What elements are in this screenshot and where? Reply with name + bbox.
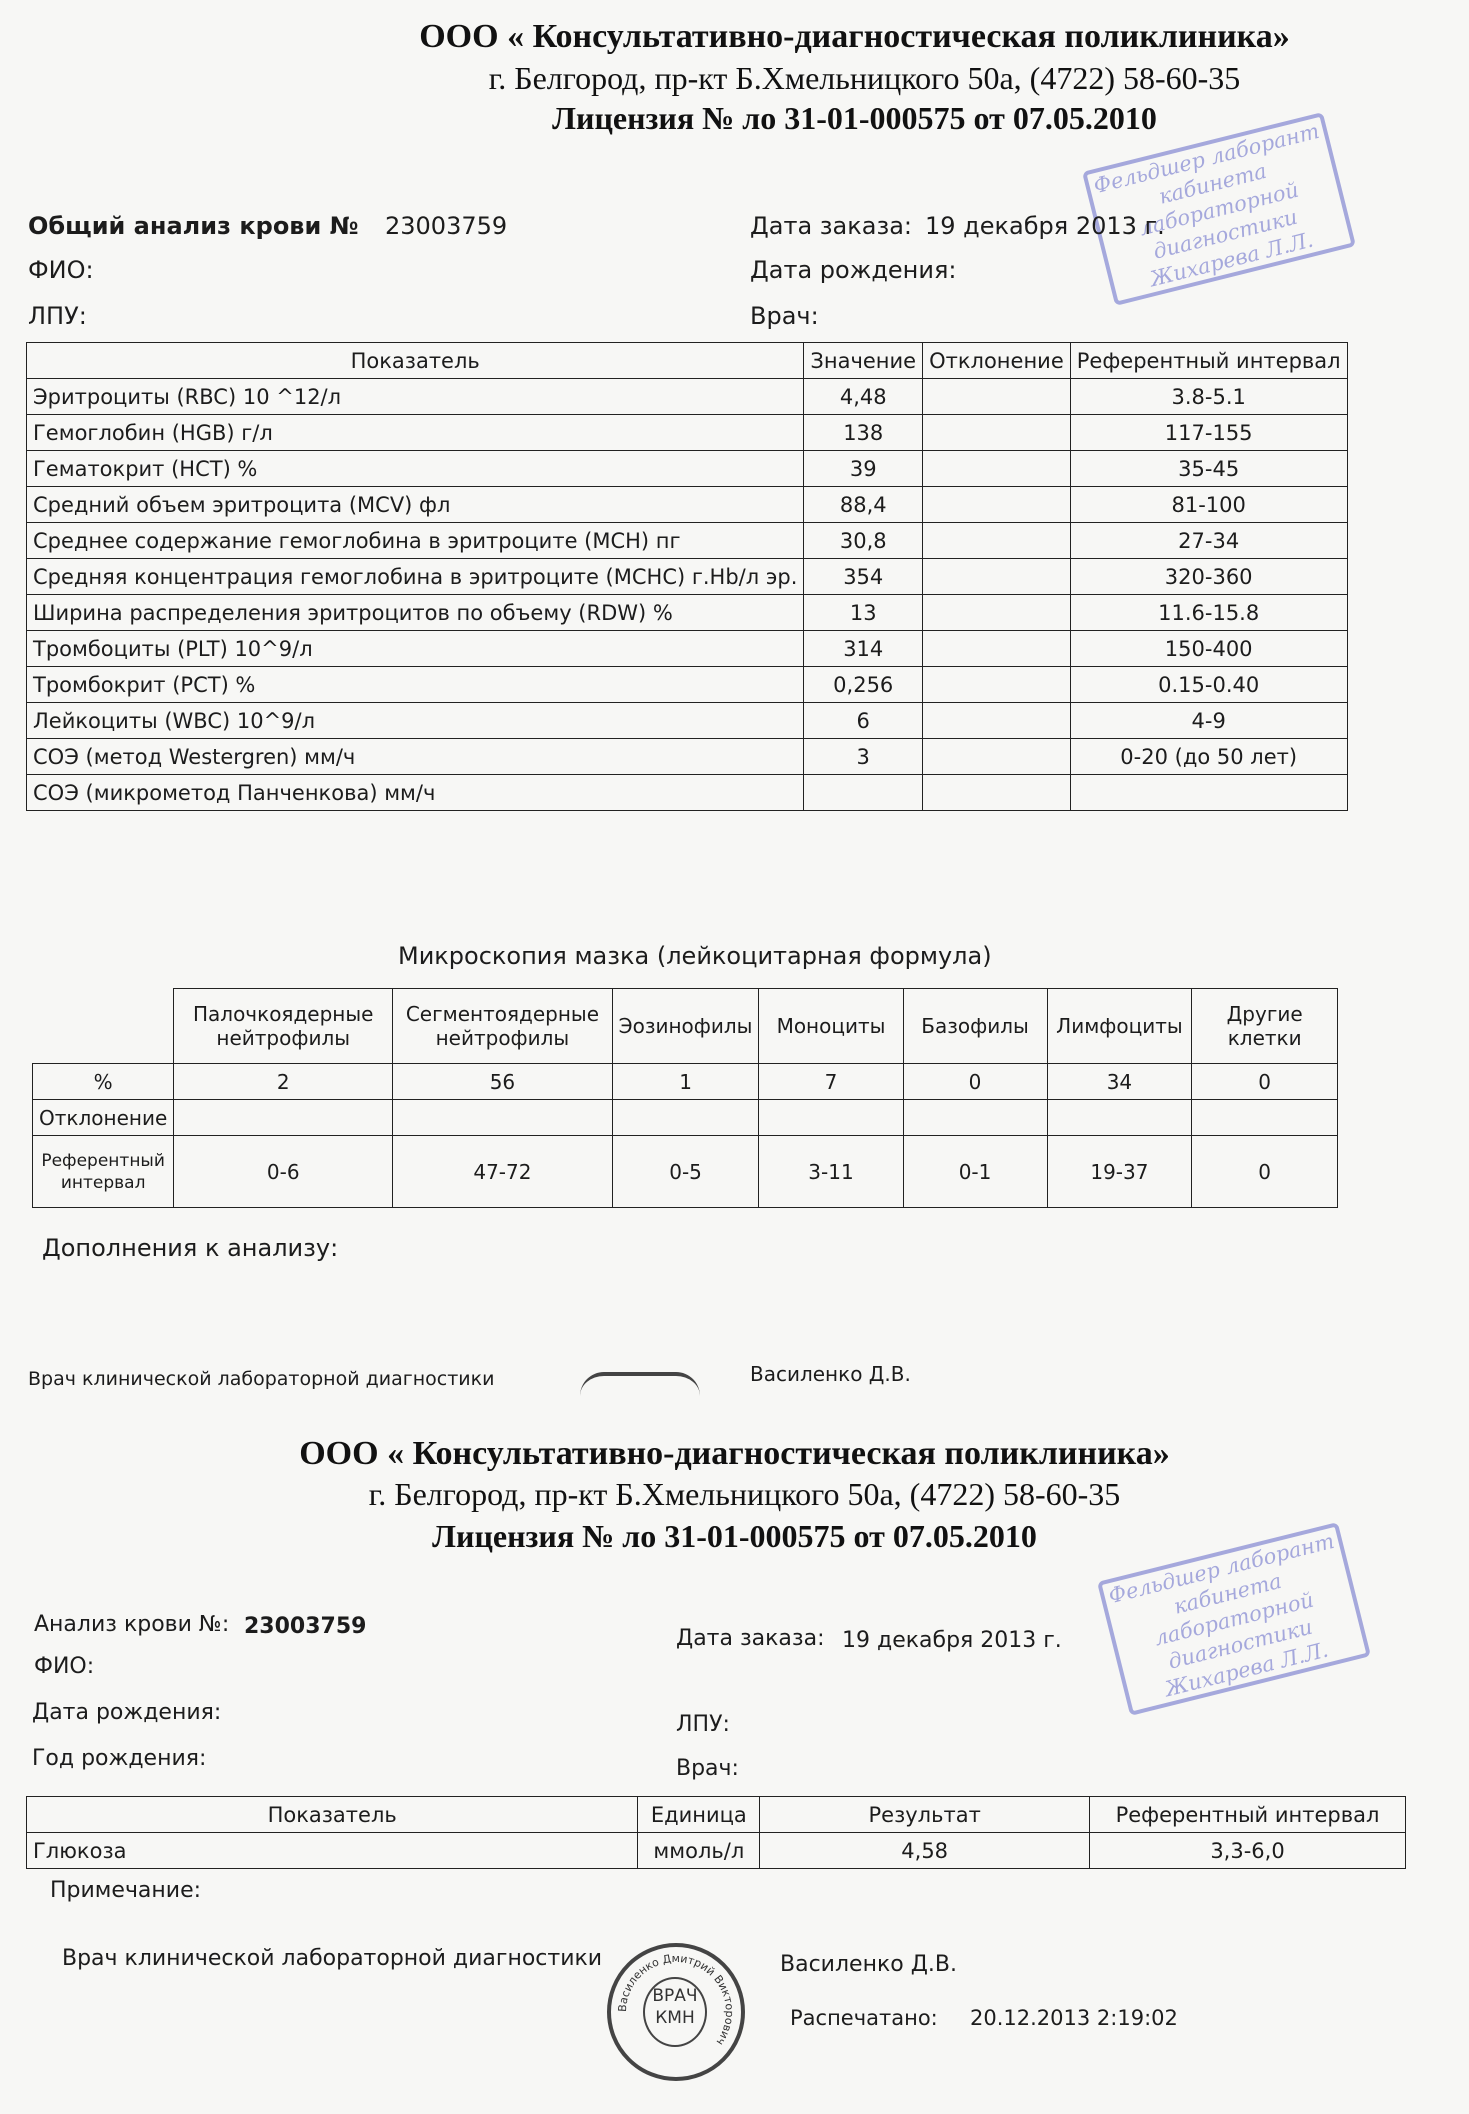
cbc-row-name: Гематокрит (HCT) % [27,451,804,487]
cbc-row-deviation [923,775,1071,811]
printed-label: Распечатано: [790,2006,938,2030]
cbc-row-reference: 3.8-5.1 [1070,379,1347,415]
cbc-header-row [27,343,1348,379]
lpu-label: ЛПУ: [28,302,87,330]
cbc-row [27,415,1348,451]
ref-value: 0-5 [612,1136,759,1208]
col-band: Палочкоядерные нейтрофилы [174,989,393,1064]
col-segmented: Сегментоядерные нейтрофилы [393,989,612,1064]
cbc-row-reference: 320-360 [1070,559,1347,595]
smear-header-row [33,989,1338,1064]
org-name-2: ООО « Консультативно-диагностическая поликлиника» [299,1435,1170,1472]
cbc-row-reference: 11.6-15.8 [1070,595,1347,631]
cbc-row-name: Средняя концентрация гемоглобина в эритроците (MCHC) г.Hb/л эр. [27,559,804,595]
cbc-row [27,487,1348,523]
cbc-row [27,775,1348,811]
cbc-row-name: Средний объем эритроцита (MCV) фл [27,487,804,523]
cbc-row [27,523,1348,559]
smear-title: Микроскопия мазка (лейкоцитарная формула) [398,942,992,970]
glucose-fio-label: ФИО: [34,1654,95,1679]
cbc-row [27,595,1348,631]
org-address-2: г. Белгород, пр-кт Б.Хмельницкого 50а, (4722) 58-60-35 [368,1476,1121,1512]
stamp-arc [580,1372,700,1396]
cbc-row-name: СОЭ (метод Westergren) мм/ч [27,739,804,775]
signature2-name: Василенко Д.В. [780,1952,957,1977]
glucose-lpu-label: ЛПУ: [676,1712,730,1737]
ref-value: 0-1 [903,1136,1047,1208]
cbc-row [27,667,1348,703]
cbc-row-reference: 0-20 (до 50 лет) [1070,739,1347,775]
glucose-ref: 3,3-6,0 [1090,1833,1406,1869]
cbc-row-value: 30,8 [804,523,923,559]
cbc-row [27,451,1348,487]
cbc-row-reference: 35-45 [1070,451,1347,487]
col-value: Значение [804,343,923,379]
ref-value: 19-37 [1047,1136,1192,1208]
lab-stamp-2: Фельдшер лаборант кабинета лабораторной диагностики Жихарева Л.Л. [1097,1522,1371,1716]
col-indicator: Показатель [27,1797,638,1833]
org-address: г. Белгород, пр-кт Б.Хмельницкого 50а, (4722) 58-60-35 [488,60,1241,96]
percent-value: 0 [1192,1064,1338,1100]
glucose-row [27,1833,1406,1869]
col-reference: Референтный интервал [1090,1797,1406,1833]
ref-label: Референтный интервал [33,1136,174,1208]
cbc-row-value: 39 [804,451,923,487]
glucose-unit: ммоль/л [638,1833,760,1869]
cbc-row [27,631,1348,667]
cbc-row [27,559,1348,595]
signature1-role: Врач клинической лабораторной диагностики [28,1368,495,1390]
col-indicator: Показатель [27,343,804,379]
cbc-row-value: 4,48 [804,379,923,415]
cbc-row-value: 88,4 [804,487,923,523]
cbc-table [26,342,1348,811]
glucose-name: Глюкоза [27,1833,638,1869]
percent-value: 1 [612,1064,759,1100]
glucose-header-row [27,1797,1406,1833]
cbc-row-reference: 0.15-0.40 [1070,667,1347,703]
cbc-row [27,379,1348,415]
doctor-label: Врач: [750,302,819,330]
cbc-row-value: 13 [804,595,923,631]
cbc-row-value [804,775,923,811]
fio-label: ФИО: [28,256,94,284]
seal-inner-text: ВРАЧ КМН [643,1977,707,2047]
cbc-row-deviation [923,523,1071,559]
cbc-row-name: Гемоглобин (HGB) г/л [27,415,804,451]
smear-table [32,988,1338,1208]
cbc-row-reference: 81-100 [1070,487,1347,523]
col-basophils: Базофилы [903,989,1047,1064]
cbc-row-deviation [923,487,1071,523]
cbc-row-name: Тромбоциты (PLT) 10^9/л [27,631,804,667]
cbc-row-deviation [923,739,1071,775]
cbc-row-reference [1070,775,1347,811]
cbc-row-reference: 150-400 [1070,631,1347,667]
cbc-row-name: Тромбокрит (PCT) % [27,667,804,703]
col-reference: Референтный интервал [1070,343,1347,379]
note-label: Примечание: [50,1878,202,1903]
percent-value: 7 [759,1064,903,1100]
cbc-row-reference: 27-34 [1070,523,1347,559]
cbc-row [27,739,1348,775]
cbc-row-value: 354 [804,559,923,595]
cbc-row-value: 138 [804,415,923,451]
glucose-table [26,1796,1406,1869]
ref-value: 3-11 [759,1136,903,1208]
percent-label: % [33,1064,174,1100]
glucose-year-label: Год рождения: [32,1746,207,1771]
glucose-order-date: 19 декабря 2013 г. [842,1628,1062,1653]
ref-value: 47-72 [393,1136,612,1208]
smear-ref-row [33,1136,1338,1208]
col-lymphocytes: Лимфоциты [1047,989,1192,1064]
col-monocytes: Моноциты [759,989,903,1064]
deviation-label: Отклонение [33,1100,174,1136]
glucose-order-label: Дата заказа: [676,1626,825,1651]
doctor-seal [607,1943,745,2081]
additions-label: Дополнения к анализу: [42,1234,339,1262]
cbc-row-deviation [923,379,1071,415]
org-name: ООО « Консультативно-диагностическая поликлиника» [419,18,1290,55]
cbc-row-deviation [923,451,1071,487]
org-license-2: Лицензия № ло 31-01-000575 от 07.05.2010 [432,1518,1037,1554]
signature2-role: Врач клинической лабораторной диагностики [62,1946,603,1971]
cbc-row-value: 314 [804,631,923,667]
percent-value: 0 [903,1064,1047,1100]
col-unit: Единица [638,1797,760,1833]
cbc-row [27,703,1348,739]
cbc-row-deviation [923,703,1071,739]
birth-label: Дата рождения: [750,256,957,284]
cbc-row-value: 3 [804,739,923,775]
col-result: Результат [760,1797,1090,1833]
smear-percent-row [33,1064,1338,1100]
cbc-row-name: Ширина распределения эритроцитов по объему (RDW) % [27,595,804,631]
cbc-row-name: Среднее содержание гемоглобина в эритроците (MCH) пг [27,523,804,559]
glucose-doctor-label: Врач: [676,1756,739,1781]
cbc-row-deviation [923,595,1071,631]
col-deviation: Отклонение [923,343,1071,379]
cbc-row-deviation [923,631,1071,667]
cbc-row-name: Лейкоциты (WBC) 10^9/л [27,703,804,739]
percent-value: 2 [174,1064,393,1100]
ref-value: 0 [1192,1136,1338,1208]
cbc-row-name: Эритроциты (RBC) 10 ^12/л [27,379,804,415]
smear-deviation-row [33,1100,1338,1136]
col-other: Другие клетки [1192,989,1338,1064]
glucose-number: 23003759 [244,1614,367,1639]
signature1-name: Василенко Д.В. [750,1362,911,1386]
cbc-row-reference: 117-155 [1070,415,1347,451]
cbc-title: Общий анализ крови № [28,212,359,240]
percent-value: 56 [393,1064,612,1100]
org-license: Лицензия № ло 31-01-000575 от 07.05.2010 [552,100,1157,136]
ref-value: 0-6 [174,1136,393,1208]
order-date-label: Дата заказа: [750,212,912,240]
cbc-number: 23003759 [385,212,508,240]
order-date: 19 декабря 2013 г. [925,212,1165,240]
glucose-title: Анализ крови №: [34,1612,230,1637]
lab-stamp: Фельдшер лаборант кабинета лабораторной диагностики Жихарева Л.Л. [1082,112,1356,306]
seal-outer-text: Василенко Дмитрий Викторович [615,1951,737,2048]
cbc-row-deviation [923,559,1071,595]
percent-value: 34 [1047,1064,1192,1100]
glucose-birth-label: Дата рождения: [32,1700,222,1725]
col-eosinophils: Эозинофилы [612,989,759,1064]
cbc-row-value: 0,256 [804,667,923,703]
glucose-result: 4,58 [760,1833,1090,1869]
cbc-row-deviation [923,667,1071,703]
printed-date: 20.12.2013 2:19:02 [970,2006,1178,2030]
cbc-row-deviation [923,415,1071,451]
cbc-row-reference: 4-9 [1070,703,1347,739]
cbc-row-name: СОЭ (микрометод Панченкова) мм/ч [27,775,804,811]
cbc-row-value: 6 [804,703,923,739]
